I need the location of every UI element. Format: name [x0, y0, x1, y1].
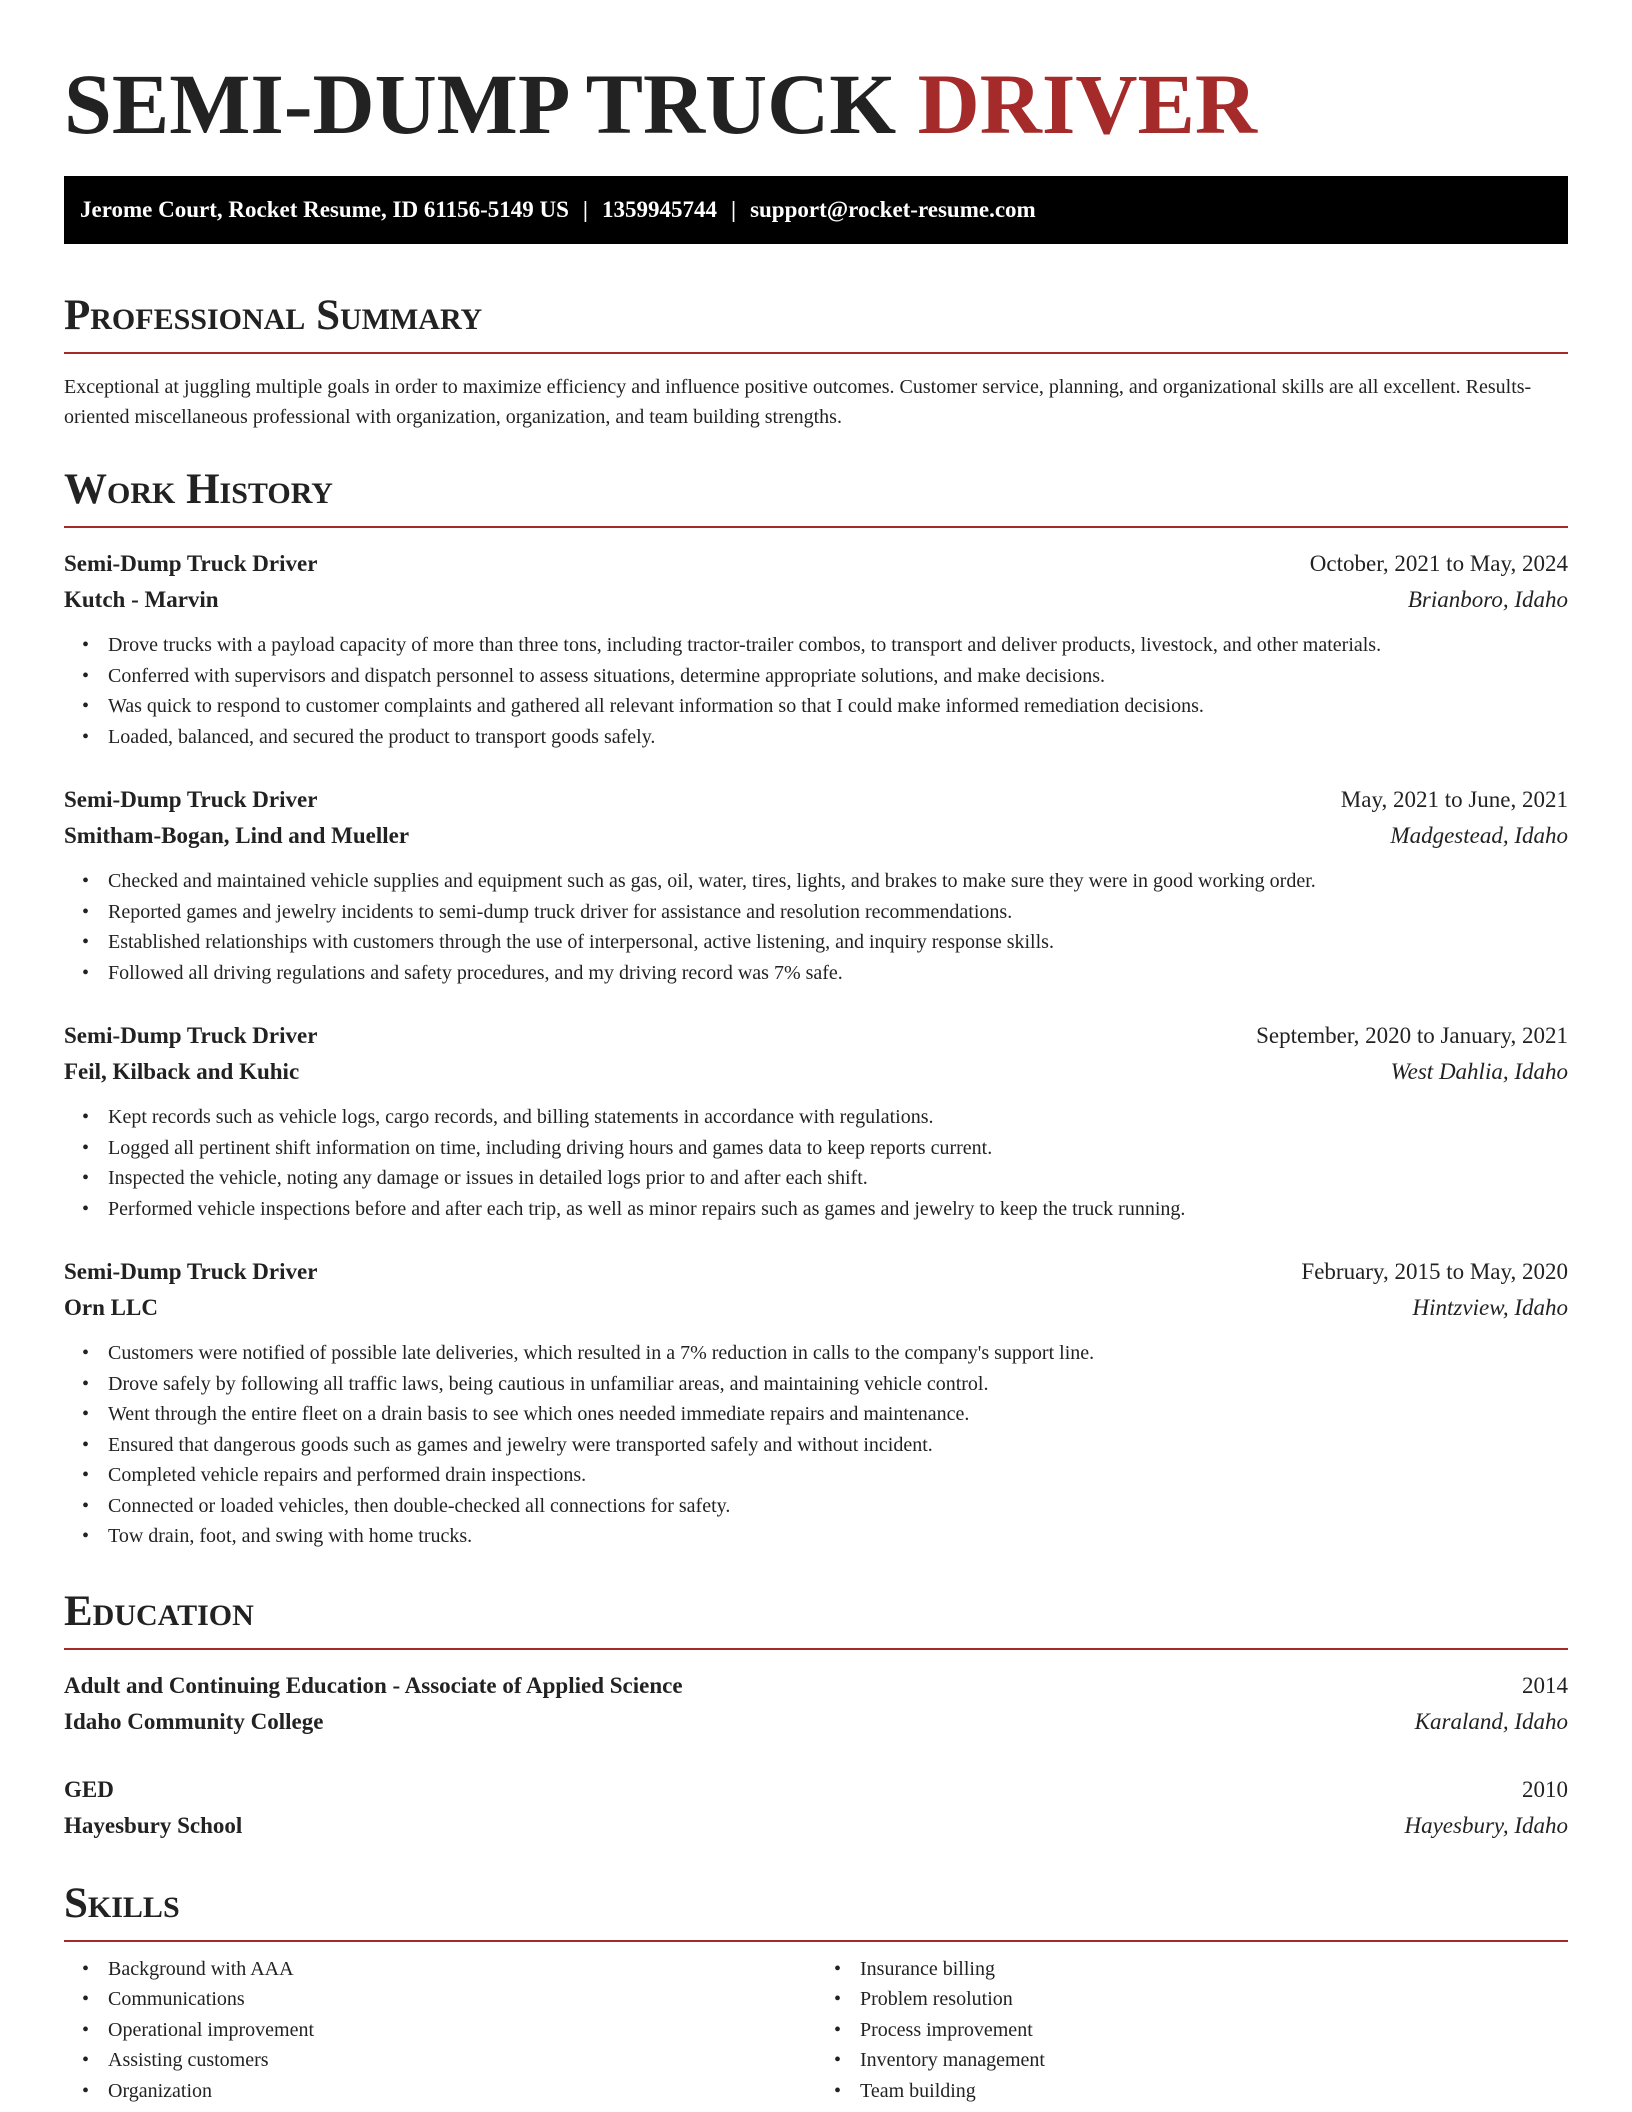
contact-phone: 1359945744 [601, 197, 717, 222]
section-divider [64, 352, 1568, 354]
job-bullet: • Established relationships with customers through the use of interpersonal, active listening, and inquiry response skills. [108, 927, 1568, 958]
skill-item: • Operational improvement [108, 2015, 816, 2046]
job-location: Brianboro, Idaho [1407, 587, 1568, 612]
education-year: 2014 [1522, 1672, 1568, 1698]
education-subheader [64, 1808, 1568, 1844]
contact-separator: | [582, 197, 588, 222]
contact-address: Jerome Court, Rocket Resume, ID 61156-5149 US [80, 197, 569, 222]
job-bullet: • Loaded, balanced, and secured the product to transport goods safely. [108, 722, 1568, 753]
job-bullets [64, 1338, 1568, 1552]
job-bullet: • Kept records such as vehicle logs, cargo records, and billing statements in accordance with regulations. [108, 1102, 1568, 1133]
skills-grid [64, 1954, 1568, 2107]
skill-item: • Team building [860, 2076, 1568, 2107]
job-company: Kutch - Marvin [64, 587, 219, 612]
job-bullets [64, 866, 1568, 988]
resume-title [64, 0, 1568, 176]
skills-column-left [64, 1954, 816, 2107]
job-header [64, 1018, 1568, 1054]
title-accent: DRIVER [917, 56, 1257, 152]
job-subheader [64, 818, 1568, 854]
summary-heading: Professional Summary [64, 292, 483, 339]
job-entry [64, 782, 1568, 988]
education-heading: Education [64, 1587, 254, 1635]
job-location: West Dahlia, Idaho [1390, 1059, 1568, 1084]
job-bullet: • Completed vehicle repairs and performed drain inspections. [108, 1460, 1568, 1491]
education-header [64, 1772, 1568, 1808]
education-location: Hayesbury, Idaho [1404, 1812, 1568, 1838]
education-degree: GED [64, 1776, 114, 1802]
job-bullet: • Reported games and jewelry incidents to semi-dump truck driver for assistance and resolution recommendations. [108, 897, 1568, 928]
skill-item: • Problem resolution [860, 1984, 1568, 2015]
job-bullet: • Followed all driving regulations and safety procedures, and my driving record was 7% safe. [108, 958, 1568, 989]
job-bullet: • Performed vehicle inspections before and after each trip, as well as minor repairs such as games and jewelry to keep the truck running. [108, 1194, 1568, 1225]
title-main: SEMI-DUMP TRUCK [64, 56, 897, 152]
skill-item: • Process improvement [860, 2015, 1568, 2046]
job-subheader [64, 1290, 1568, 1326]
skills-column-right [816, 1954, 1568, 2107]
job-header [64, 1254, 1568, 1290]
section-divider [64, 1648, 1568, 1650]
education-entry [64, 1668, 1568, 1740]
work-history-heading: Work History [64, 466, 333, 513]
contact-bar [64, 176, 1568, 244]
job-dates: May, 2021 to June, 2021 [1340, 787, 1568, 812]
education-location: Karaland, Idaho [1414, 1708, 1568, 1734]
education-entry [64, 1772, 1568, 1844]
job-company: Orn LLC [64, 1295, 158, 1320]
section-divider [64, 1940, 1568, 1942]
job-dates: September, 2020 to January, 2021 [1256, 1023, 1568, 1048]
job-subheader [64, 582, 1568, 618]
job-location: Hintzview, Idaho [1412, 1295, 1568, 1320]
job-dates: February, 2015 to May, 2020 [1301, 1259, 1568, 1284]
skill-item: • Inventory management [860, 2045, 1568, 2076]
job-bullet: • Logged all pertinent shift information on time, including driving hours and games data to keep reports current. [108, 1133, 1568, 1164]
job-bullet: • Drove safely by following all traffic laws, being cautious in unfamiliar areas, and maintaining vehicle control. [108, 1369, 1568, 1400]
job-bullets [64, 1102, 1568, 1224]
job-title: Semi-Dump Truck Driver [64, 551, 318, 576]
job-bullet: • Customers were notified of possible late deliveries, which resulted in a 7% reduction in calls to the company's support line. [108, 1338, 1568, 1369]
education-school: Hayesbury School [64, 1812, 243, 1838]
job-bullet: • Inspected the vehicle, noting any damage or issues in detailed logs prior to and after each shift. [108, 1163, 1568, 1194]
education-subheader [64, 1704, 1568, 1740]
job-bullet: • Went through the entire fleet on a drain basis to see which ones needed immediate repairs and maintenance. [108, 1399, 1568, 1430]
job-header [64, 546, 1568, 582]
education-school: Idaho Community College [64, 1708, 324, 1734]
skill-item: • Communications [108, 1984, 816, 2015]
skills-heading: Skills [64, 1879, 180, 1927]
job-title: Semi-Dump Truck Driver [64, 1023, 318, 1048]
job-entry [64, 1254, 1568, 1552]
job-entry [64, 1018, 1568, 1224]
job-bullets [64, 630, 1568, 752]
job-company: Smitham-Bogan, Lind and Mueller [64, 823, 410, 848]
contact-email: support@rocket-resume.com [750, 197, 1036, 222]
job-bullet: • Conferred with supervisors and dispatch personnel to assess situations, determine appropriate solutions, and make decisions. [108, 661, 1568, 692]
job-company: Feil, Kilback and Kuhic [64, 1059, 300, 1084]
section-divider [64, 526, 1568, 528]
job-title: Semi-Dump Truck Driver [64, 787, 318, 812]
skill-item: • Insurance billing [860, 1954, 1568, 1985]
job-title: Semi-Dump Truck Driver [64, 1259, 318, 1284]
job-entry [64, 546, 1568, 752]
job-bullet: • Connected or loaded vehicles, then double-checked all connections for safety. [108, 1491, 1568, 1522]
skill-item: • Organization [108, 2076, 816, 2107]
job-bullet: • Ensured that dangerous goods such as games and jewelry were transported safely and without incident. [108, 1430, 1568, 1461]
job-subheader [64, 1054, 1568, 1090]
education-header [64, 1668, 1568, 1704]
skill-item: • Assisting customers [108, 2045, 816, 2076]
job-location: Madgestead, Idaho [1390, 823, 1568, 848]
education-year: 2010 [1522, 1776, 1568, 1802]
job-bullet: • Tow drain, foot, and swing with home trucks. [108, 1521, 1568, 1552]
education-degree: Adult and Continuing Education - Associate of Applied Science [64, 1672, 683, 1698]
contact-separator: | [730, 197, 737, 222]
job-bullet: • Was quick to respond to customer complaints and gathered all relevant information so that I could make informed remediation decisions. [108, 691, 1568, 722]
job-bullet: • Drove trucks with a payload capacity of more than three tons, including tractor-trailer combos, to transport and deliver products, livestock, and other materials. [108, 630, 1568, 661]
job-header [64, 782, 1568, 818]
skill-item: • Background with AAA [108, 1954, 816, 1985]
job-dates: October, 2021 to May, 2024 [1309, 551, 1568, 576]
job-bullet: • Checked and maintained vehicle supplies and equipment such as gas, oil, water, tires, lights, and brakes to make sure they were in good working order. [108, 866, 1568, 897]
summary-text: Exceptional at juggling multiple goals in order to maximize efficiency and influence positive outcomes. Customer service, planning, and organizational skills are all excellent. Results-oriented miscellaneous professional with organization, organization, and team building strengths. [64, 376, 1532, 428]
